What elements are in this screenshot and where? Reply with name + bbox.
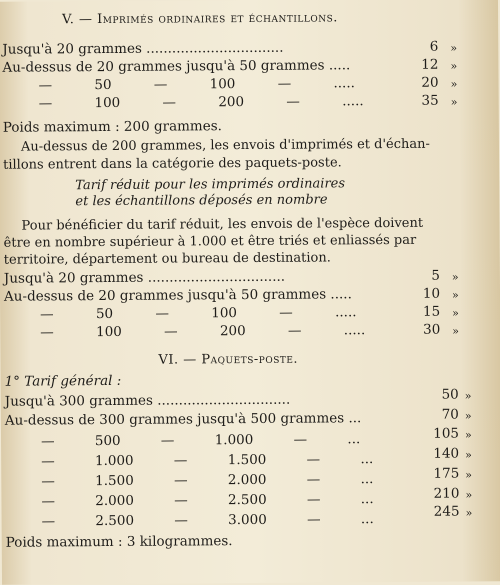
tariff-unit: » — [465, 506, 473, 520]
tariff-price: 245 — [433, 503, 460, 520]
tariff-unit: » — [452, 324, 460, 338]
paragraph-text: être en nombre supérieur à 1.000 et être triés et enliassés par — [3, 232, 417, 251]
tariff-unit: » — [451, 270, 459, 284]
note-text: tillons entrent dans la catégorie des paquets-poste. — [3, 155, 342, 173]
subheading: 1° Tarif général : — [4, 372, 122, 390]
tariff-price: 20 — [421, 74, 439, 91]
tariff-unit: » — [450, 59, 458, 73]
tariff-unit: » — [464, 409, 472, 423]
tariff-row: Au-dessus de 20 grammes jusqu'à 50 grammes ..... — [3, 286, 352, 305]
section-v-heading: V. — Imprimés ordinaires et échantillons. — [62, 10, 338, 28]
tariff-unit: » — [450, 41, 458, 55]
tariff-price: 30 — [423, 321, 441, 338]
tariff-row: — 50 — 100 — ..... — [38, 75, 355, 94]
tariff-unit: » — [465, 448, 472, 462]
tariff-unit: » — [452, 306, 459, 320]
max-weight-text: Poids maximum : 3 kilogrammes. — [5, 533, 233, 551]
tariff-row: — 100 — 200 — ..... — [40, 322, 366, 341]
tariff-unit: » — [465, 488, 473, 502]
tariff-row: — 50 — 100 — ..... — [40, 304, 357, 323]
tariff-price: 70 — [441, 406, 459, 423]
tariff-price: 105 — [433, 425, 460, 442]
tariff-row: Au-dessus de 300 grammes jusqu'à 500 grammes ... — [4, 410, 362, 429]
tariff-row: Jusqu'à 20 grammes ................................ — [3, 268, 286, 287]
tariff-row: — 2.500 — 3.000 — ... — [41, 511, 374, 530]
tariff-row: — 2.000 — 2.500 — ... — [41, 491, 374, 510]
paragraph-text: territoire, département ou bureau de destination. — [3, 250, 331, 268]
tariff-unit: » — [464, 389, 472, 403]
tariff-price: 15 — [422, 303, 441, 320]
note-text: Au-dessus de 200 grammes, les envois d'imprimés et d'échan- — [20, 136, 430, 155]
tariff-row: Jusqu'à 300 grammes ............................... — [4, 391, 291, 410]
tariff-row: — 1.500 — 2.000 — ... — [41, 471, 374, 490]
max-weight-text: Poids maximum : 200 grammes. — [2, 118, 222, 136]
tariff-price: 5 — [431, 267, 440, 284]
reduced-tariff-title: Tarif réduit pour les imprimés ordinaires — [75, 176, 346, 194]
tariff-price: 35 — [421, 92, 439, 109]
tariff-row: — 100 — 200 — ..... — [38, 93, 364, 112]
tariff-row: — 500 — 1.000 — ... — [40, 431, 361, 450]
tariff-price: 50 — [441, 386, 459, 403]
tariff-price: 12 — [421, 56, 439, 73]
tariff-row: — 1.000 — 1.500 — ... — [41, 451, 374, 470]
tariff-price: 6 — [429, 38, 439, 55]
tariff-price: 175 — [433, 465, 460, 482]
tariff-price: 140 — [433, 445, 460, 462]
tariff-unit: » — [450, 77, 458, 91]
tariff-unit: » — [450, 95, 458, 109]
tariff-unit: » — [465, 468, 473, 482]
tariff-price: 10 — [422, 285, 441, 302]
reduced-tariff-title: et les échantillons déposés en nombre — [75, 192, 328, 210]
tariff-price: 210 — [433, 485, 460, 502]
tariff-unit: » — [464, 428, 472, 442]
tariff-unit: » — [451, 288, 459, 302]
tariff-row: Jusqu'à 20 grammes ................................ — [2, 39, 284, 58]
paragraph-text: Pour bénéficier du tarif réduit, les envois de l'espèce doivent — [21, 215, 424, 234]
tariff-row: Au-dessus de 20 grammes jusqu'à 50 grammes ..... — [2, 57, 351, 76]
section-vi-heading: VI. — Paquets-poste. — [158, 351, 299, 368]
